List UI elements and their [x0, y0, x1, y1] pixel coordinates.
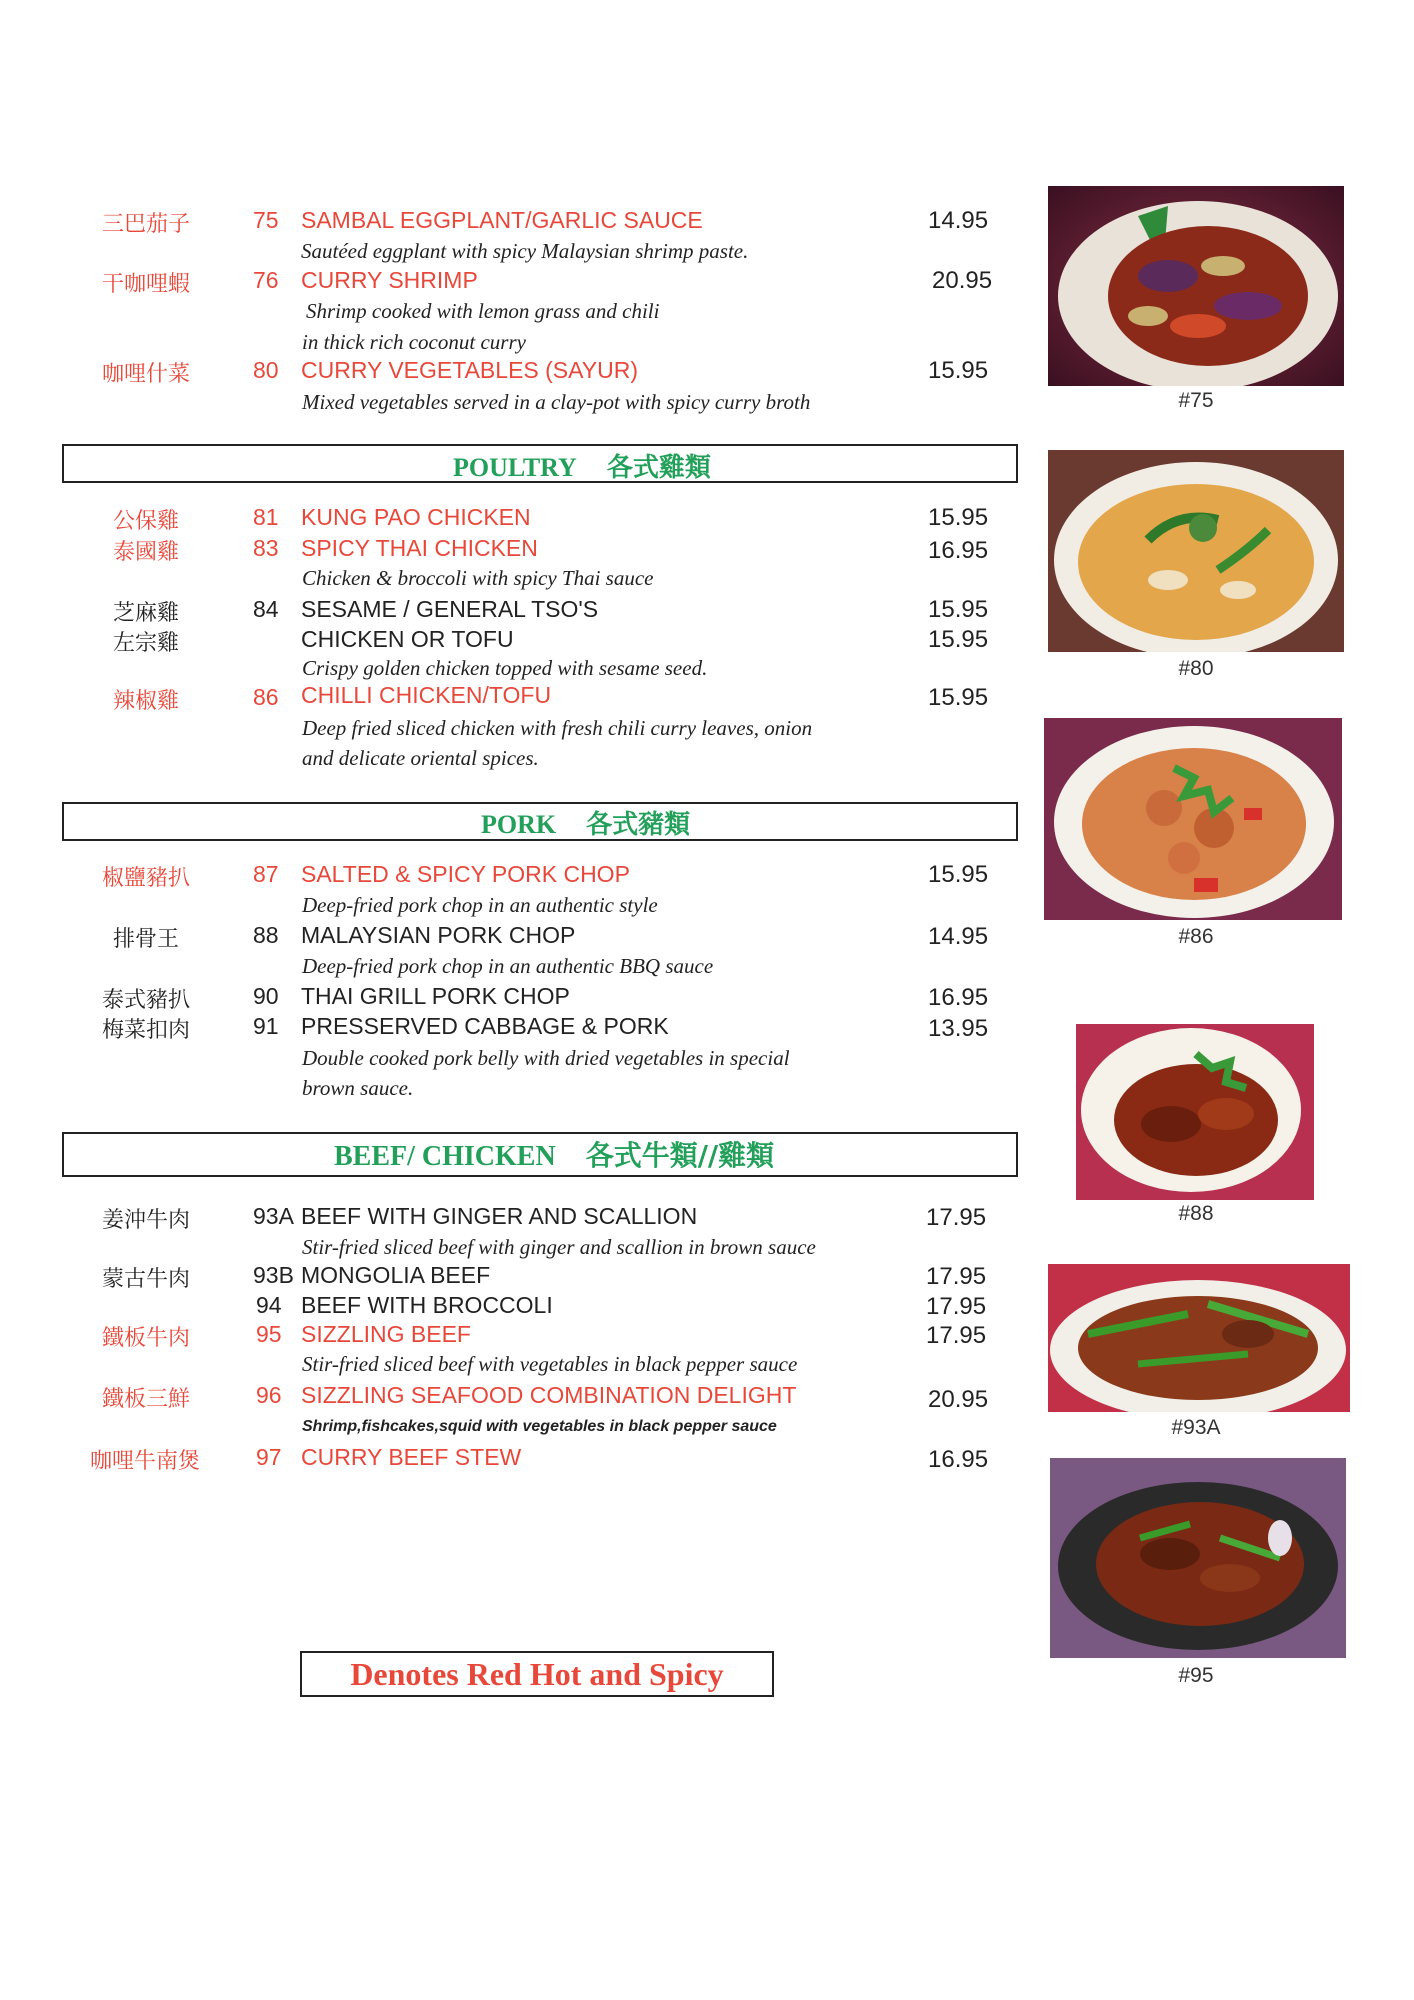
item-88-price: 14.95 [928, 923, 989, 950]
item-90-number: 90 [253, 983, 279, 1009]
item-87-number: 87 [253, 861, 279, 887]
item-86-desc-line1: Deep fried sliced chicken with fresh chili curry leaves, onion [302, 716, 813, 740]
item-96-price: 20.95 [928, 1386, 989, 1413]
item-76-number: 76 [253, 267, 279, 293]
item-80-number: 80 [253, 357, 279, 383]
item-95-chinese: 鐵板牛肉 [102, 1326, 191, 1351]
item-93b-number: 93B [253, 1262, 294, 1288]
item-96-desc: Shrimp,fishcakes,squid with vegetables in black pepper sauce [302, 1418, 777, 1435]
item-88-name: MALAYSIAN PORK CHOP [301, 922, 576, 948]
item-84-desc: Crispy golden chicken topped with sesame seed. [302, 656, 708, 680]
item-80-chinese: 咖哩什菜 [102, 362, 191, 387]
poultry-title-zh: 各式雞類 [606, 453, 711, 483]
item-76-price: 20.95 [932, 267, 993, 294]
item-86-chinese: 辣椒雞 [113, 689, 180, 714]
item-87-price: 15.95 [928, 861, 989, 888]
item-95-name: SIZZLING BEEF [301, 1321, 471, 1347]
item-75-price: 14.95 [928, 207, 989, 234]
item-83-name: SPICY THAI CHICKEN [301, 535, 538, 561]
dish-caption-86: #86 [1178, 925, 1214, 948]
dish-photo-95-image [1050, 1458, 1346, 1658]
item-95-number: 95 [256, 1321, 282, 1347]
item-91-number: 91 [253, 1013, 279, 1039]
dish-caption-93a: #93A [1171, 1416, 1221, 1439]
item-93a-name: BEEF WITH GINGER AND SCALLION [301, 1203, 698, 1229]
item-96-number: 96 [256, 1382, 282, 1408]
item-95-desc: Stir-fried sliced beef with vegetables in black pepper sauce [302, 1352, 798, 1376]
dish-photo-86 [1044, 718, 1342, 920]
item-90-price: 16.95 [928, 984, 989, 1011]
item-83-number: 83 [253, 535, 279, 561]
spicy-legend: Denotes Red Hot and Spicy [300, 1651, 774, 1697]
item-75-name: SAMBAL EGGPLANT/GARLIC SAUCE [301, 207, 703, 233]
item-91-price: 13.95 [928, 1015, 989, 1042]
dish-photo-88 [1076, 1024, 1314, 1200]
item-97-price: 16.95 [928, 1446, 989, 1473]
dish-caption-75: #75 [1178, 389, 1214, 412]
item-84-chinese: 芝麻雞 [113, 601, 180, 626]
item-91-chinese: 梅菜扣肉 [102, 1018, 191, 1043]
poultry-section-title [453, 447, 711, 484]
item-81-chinese: 公保雞 [113, 509, 180, 534]
item-76-name: CURRY SHRIMP [301, 267, 478, 293]
dish-photo-80-image [1048, 450, 1344, 652]
item-75-chinese: 三巴茄子 [102, 212, 191, 237]
item-86-desc-line2: and delicate oriental spices. [302, 746, 539, 770]
item-88-chinese: 排骨王 [113, 927, 180, 952]
dish-photo-75-image [1048, 186, 1344, 386]
item-76-chinese: 干咖哩蝦 [102, 272, 191, 297]
item-84-name: SESAME / GENERAL TSO'S [301, 596, 599, 622]
dish-photo-95 [1050, 1458, 1346, 1658]
dish-photo-93a [1048, 1264, 1350, 1412]
item-94-name: BEEF WITH BROCCOLI [301, 1292, 553, 1318]
item-76-desc-line1: Shrimp cooked with lemon grass and chili [306, 299, 660, 323]
pork-title-zh: 各式豬類 [586, 810, 691, 840]
item-93a-price: 17.95 [926, 1204, 987, 1231]
item-93b-price: 17.95 [926, 1263, 987, 1290]
dish-photo-80 [1048, 450, 1344, 652]
dish-caption-80: #80 [1178, 657, 1214, 680]
item-91-name: PRESSERVED CABBAGE & PORK [301, 1013, 669, 1039]
item-76-desc-line2: in thick rich coconut curry [302, 330, 526, 354]
item-97-number: 97 [256, 1444, 282, 1470]
item-81-name: KUNG PAO CHICKEN [301, 504, 531, 530]
item-80-name: CURRY VEGETABLES (SAYUR) [301, 357, 638, 383]
item-91-desc-line1: Double cooked pork belly with dried vegetables in special [302, 1046, 790, 1070]
item-94-number: 94 [256, 1292, 282, 1318]
dish-photo-93a-image [1048, 1264, 1350, 1412]
item-96-chinese: 鐵板三鮮 [102, 1387, 191, 1412]
dish-photo-86-image [1044, 718, 1342, 920]
item-75-number: 75 [253, 207, 279, 233]
dish-photo-88-image [1076, 1024, 1314, 1200]
item-93a-number: 93A [253, 1203, 294, 1229]
item-88-desc: Deep-fried pork chop in an authentic BBQ sauce [302, 954, 714, 978]
pork-section-title [481, 804, 690, 841]
item-80-price: 15.95 [928, 357, 989, 384]
item-75-desc: Sautéed eggplant with spicy Malaysian shrimp paste. [301, 239, 749, 263]
item-81-price: 15.95 [928, 504, 989, 531]
dish-photo-75 [1048, 186, 1344, 386]
item-80-desc: Mixed vegetables served in a clay-pot with spicy curry broth [302, 390, 811, 414]
item-84-name-alt: CHICKEN OR TOFU [301, 626, 514, 652]
item-84-number: 84 [253, 596, 279, 622]
dish-caption-95: #95 [1178, 1664, 1214, 1687]
item-87-name: SALTED & SPICY PORK CHOP [301, 861, 630, 887]
poultry-title-en: POULTRY [453, 453, 577, 482]
item-93a-chinese: 姜沖牛肉 [102, 1208, 191, 1233]
item-84-price-alt: 15.95 [928, 626, 989, 653]
beef-section-title [334, 1134, 774, 1174]
item-93b-chinese: 蒙古牛肉 [102, 1267, 191, 1292]
item-97-name: CURRY BEEF STEW [301, 1444, 522, 1470]
item-93b-name: MONGOLIA BEEF [301, 1262, 491, 1288]
item-87-chinese: 椒鹽豬扒 [102, 866, 191, 891]
item-90-name: THAI GRILL PORK CHOP [301, 983, 570, 1009]
item-88-number: 88 [253, 922, 279, 948]
item-86-name: CHILLI CHICKEN/TOFU [301, 682, 552, 708]
item-83-desc: Chicken & broccoli with spicy Thai sauce [302, 566, 654, 590]
item-86-number: 86 [253, 684, 279, 710]
item-97-chinese: 咖哩牛南煲 [90, 1449, 201, 1474]
pork-title-en: PORK [481, 810, 557, 839]
item-93a-desc: Stir-fried sliced beef with ginger and scallion in brown sauce [302, 1235, 816, 1259]
item-83-price: 16.95 [928, 537, 989, 564]
item-87-desc: Deep-fried pork chop in an authentic style [302, 893, 658, 917]
item-86-price: 15.95 [928, 684, 989, 711]
item-83-chinese: 泰國雞 [113, 540, 180, 565]
beef-title-zh: 各式牛類//雞類 [585, 1139, 775, 1172]
item-90-chinese: 泰式豬扒 [102, 988, 191, 1013]
item-95-price: 17.95 [926, 1322, 987, 1349]
item-84-price: 15.95 [928, 596, 989, 623]
dish-caption-88: #88 [1178, 1202, 1214, 1225]
item-91-desc-line2: brown sauce. [302, 1076, 414, 1100]
item-94-price: 17.95 [926, 1293, 987, 1320]
item-96-name: SIZZLING SEAFOOD COMBINATION DELIGHT [301, 1382, 797, 1408]
item-81-number: 81 [253, 504, 279, 530]
beef-title-en: BEEF/ CHICKEN [334, 1141, 556, 1172]
item-84-chinese-alt: 左宗雞 [113, 631, 180, 656]
